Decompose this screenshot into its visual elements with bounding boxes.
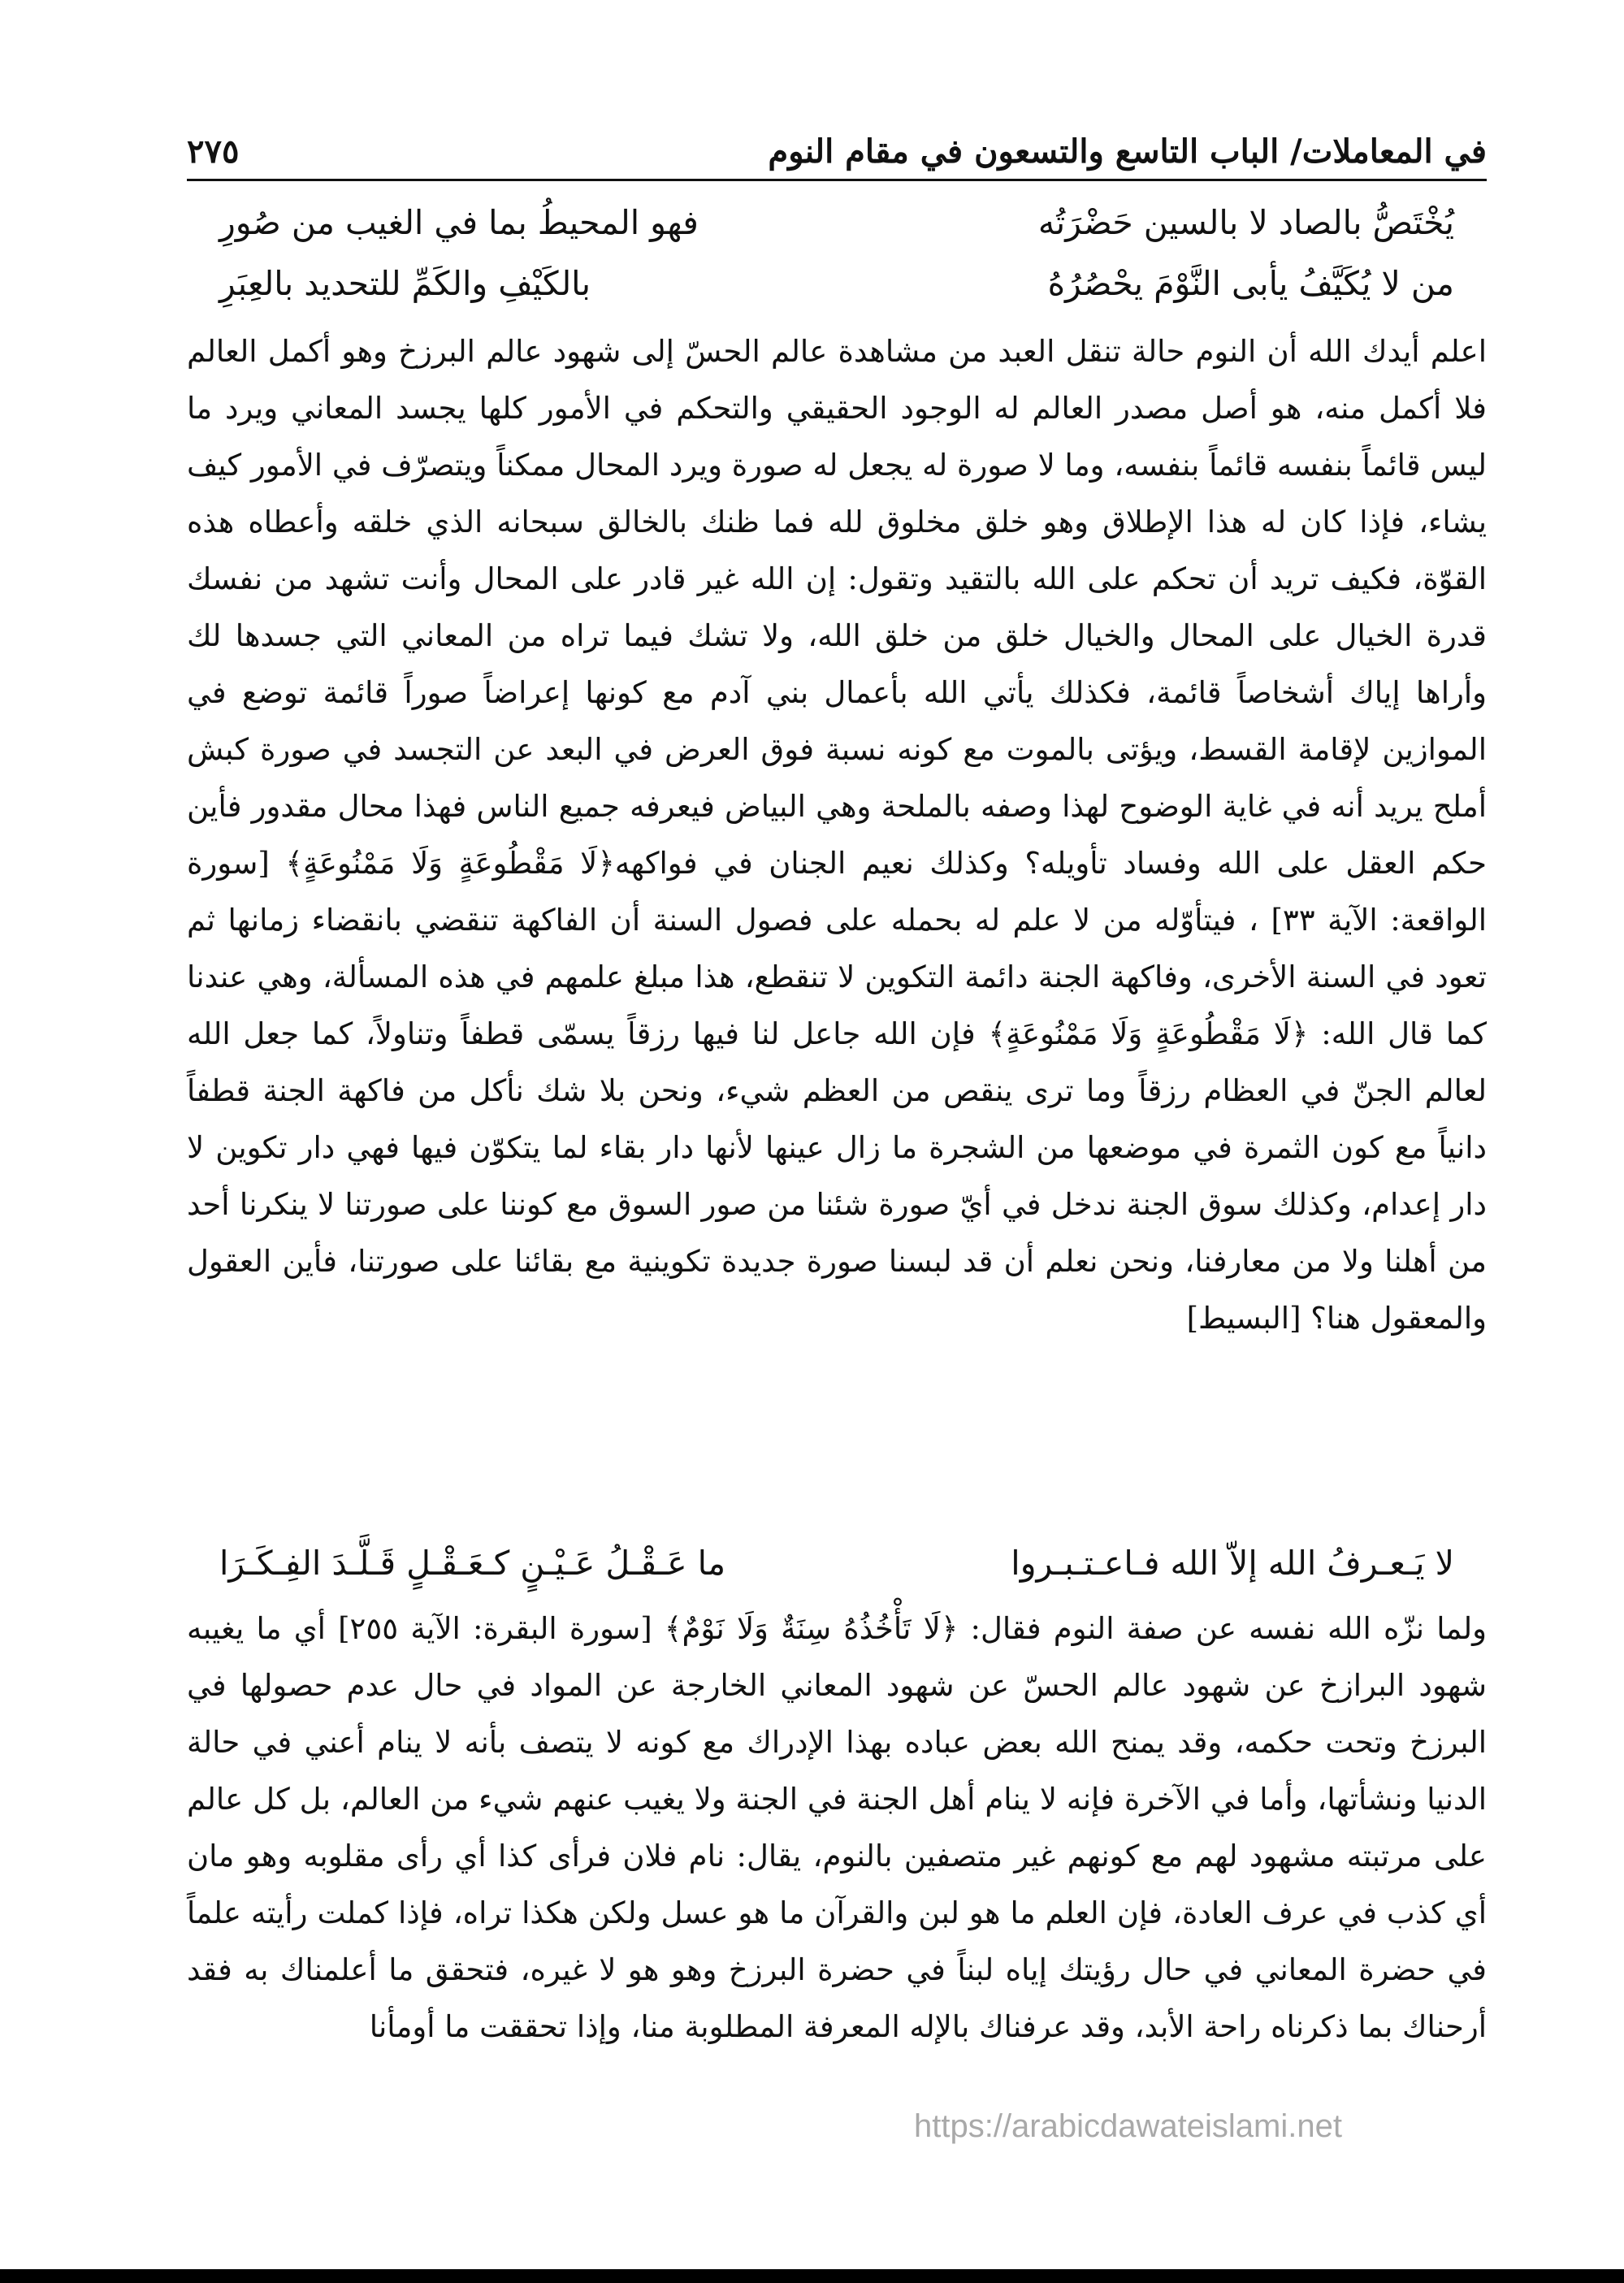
verse-3-right-hemistich: لا يَـعـرفُ الله إلاّ الله فـاعـتـبـروا: [1011, 1544, 1454, 1583]
verse-1-left-hemistich: فهو المحيطُ بما في الغيب من صُورِ: [219, 203, 699, 242]
main-text-block-1: [187, 323, 1487, 1347]
watermark-url: https://arabicdawateislami.net: [914, 2108, 1342, 2144]
paragraph-1: اعلم أيدك الله أن النوم حالة تنقل العبد من مشاهدة عالم الحسّ إلى شهود عالم البرزخ وهو أكمل العالم فلا أكمل منه، هو أصل مصدر العالم له الوجود الحقيقي والتحكم في الأمور كلها يجسد المعاني ويرد ما ليس قائماً بنفسه قائماً بنفسه، وما لا صورة له يجعل له صورة ويرد المحال ممكناً ويتصرّف في الأمور كيف يشاء، فإذا كان له هذا الإطلاق وهو خلق مخلوق لله فما ظنك بالخالق سبحانه الذي خلقه وأعطاه هذه القوّة، فكيف تريد أن تحكم على الله بالتقيد وتقول: إن الله غير قادر على المحال وأنت تشهد من نفسك قدرة الخيال على المحال والخيال خلق من خلق الله، ولا تشك فيما تراه من المعاني التي جسدها لك وأراها إياك أشخاصاً قائمة، فكذلك يأتي الله بأعمال بني آدم مع كونها إعراضاً صوراً قائمة توضع في الموازين لإقامة القسط، ويؤتى بالموت مع كونه نسبة فوق العرض في البعد عن التجسد في صورة كبش أملح يريد أنه في غاية الوضوح لهذا وصفه بالملحة وهي البياض فيعرفه جميع الناس فهذا محال مقدور فأين حكم العقل على الله وفساد تأويله؟ وكذلك نعيم الجنان في فواكهه﴿لَا مَقْطُوعَةٍ وَلَا مَمْنُوعَةٍ﴾ [سورة الواقعة: الآية ٣٣] ، فيتأوّله من لا علم له بحمله على فصول السنة أن الفاكهة تنقضي بانقضاء زمانها ثم تعود في السنة الأخرى، وفاكهة الجنة دائمة التكوين لا تنقطع، هذا مبلغ علمهم في هذه المسألة، وهي عندنا كما قال الله: ﴿لَا مَقْطُوعَةٍ وَلَا مَمْنُوعَةٍ﴾ فإن الله جاعل لنا فيها رزقاً يسمّى قطفاً وتناولاً، كما جعل الله لعالم الجنّ في العظام رزقاً وما ترى ينقص من العظم شيء، ونحن بلا شك نأكل من فاكهة الجنة قطفاً دانياً مع كون الثمرة في موضعها من الشجرة ما زال عينها لأنها دار بقاء لما يتكوّن فيها فهي دار تكوين لا دار إعدام، وكذلك سوق الجنة ندخل في أيّ صورة شئنا من صور السوق مع كوننا على صورتنا لا ينكرنا أحد من أهلنا ولا من معارفنا، ونحن نعلم أن قد لبسنا صورة جديدة تكوينية مع بقائنا على صورتنا، فأين العقول والمعقول هنا؟ [البسيط]: [187, 334, 1488, 1336]
main-text-block-2: [187, 1601, 1487, 2056]
poem-verse-2: [219, 264, 1454, 303]
verse-2-right-hemistich: من لا يُكَيَّفُ يأبى النَّوْمَ يحْصُرُهُ: [1047, 264, 1454, 303]
poem-verse-1: [219, 203, 1454, 242]
paragraph-2: ولما نزّه الله نفسه عن صفة النوم فقال: ﴿لَا تَأْخُذُهُ سِنَةٌ وَلَا نَوْمٌ﴾ [سورة البقرة: الآية ٢٥٥] أي ما يغيبه شهود البرازخ عن شهود عالم الحسّ عن شهود المعاني الخارجة عن المواد في حال عدم حصولها في البرزخ وتحت حكمه، وقد يمنح الله بعض عباده بهذا الإدراك مع كونه لا يتصف بأنه لا ينام أعني في حالة الدنيا ونشأتها، وأما في الآخرة فإنه لا ينام أهل الجنة في الجنة ولا يغيب عنهم شيء من العالم، بل كل عالم على مرتبته مشهود لهم مع كونهم غير متصفين بالنوم، يقال: نام فلان فرأى كذا أي رأى مقلوبه وهو مان أي كذب في عرف العادة، فإن العلم ما هو لبن والقرآن ما هو عسل ولكن هكذا تراه، فإذا كملت رأيته علماً في حضرة المعاني في حال رؤيتك إياه لبناً في حضرة البرزخ وهو هو لا غيره، فتحقق ما أعلمناك به فقد أرحناك بما ذكرناه راحة الأبد، وقد عرفناك بالإله المعرفة المطلوبة منا، وإذا تحققت ما أومأنا: [187, 1611, 1487, 2044]
scan-bottom-edge: [0, 2269, 1624, 2283]
header-rule: [187, 179, 1487, 181]
running-head: في المعاملات/ الباب التاسع والتسعون في مقام النوم: [768, 132, 1487, 171]
poem-verse-3: [219, 1544, 1454, 1583]
page-header: [187, 106, 1487, 171]
verse-2-left-hemistich: بالكَيْفِ والكَمِّ للتحديد بالعِبَرِ: [219, 264, 591, 303]
verse-1-right-hemistich: يُخْتَصُّ بالصاد لا بالسين حَضْرَتُه: [1037, 203, 1454, 242]
page-number: ٢٧٥: [187, 132, 240, 171]
verse-3-left-hemistich: ما عَـقْـلُ عَـيْـنٍ كـعَـقْـلٍ قَـلَّـدَ الفِـكَـرَا: [219, 1544, 726, 1583]
